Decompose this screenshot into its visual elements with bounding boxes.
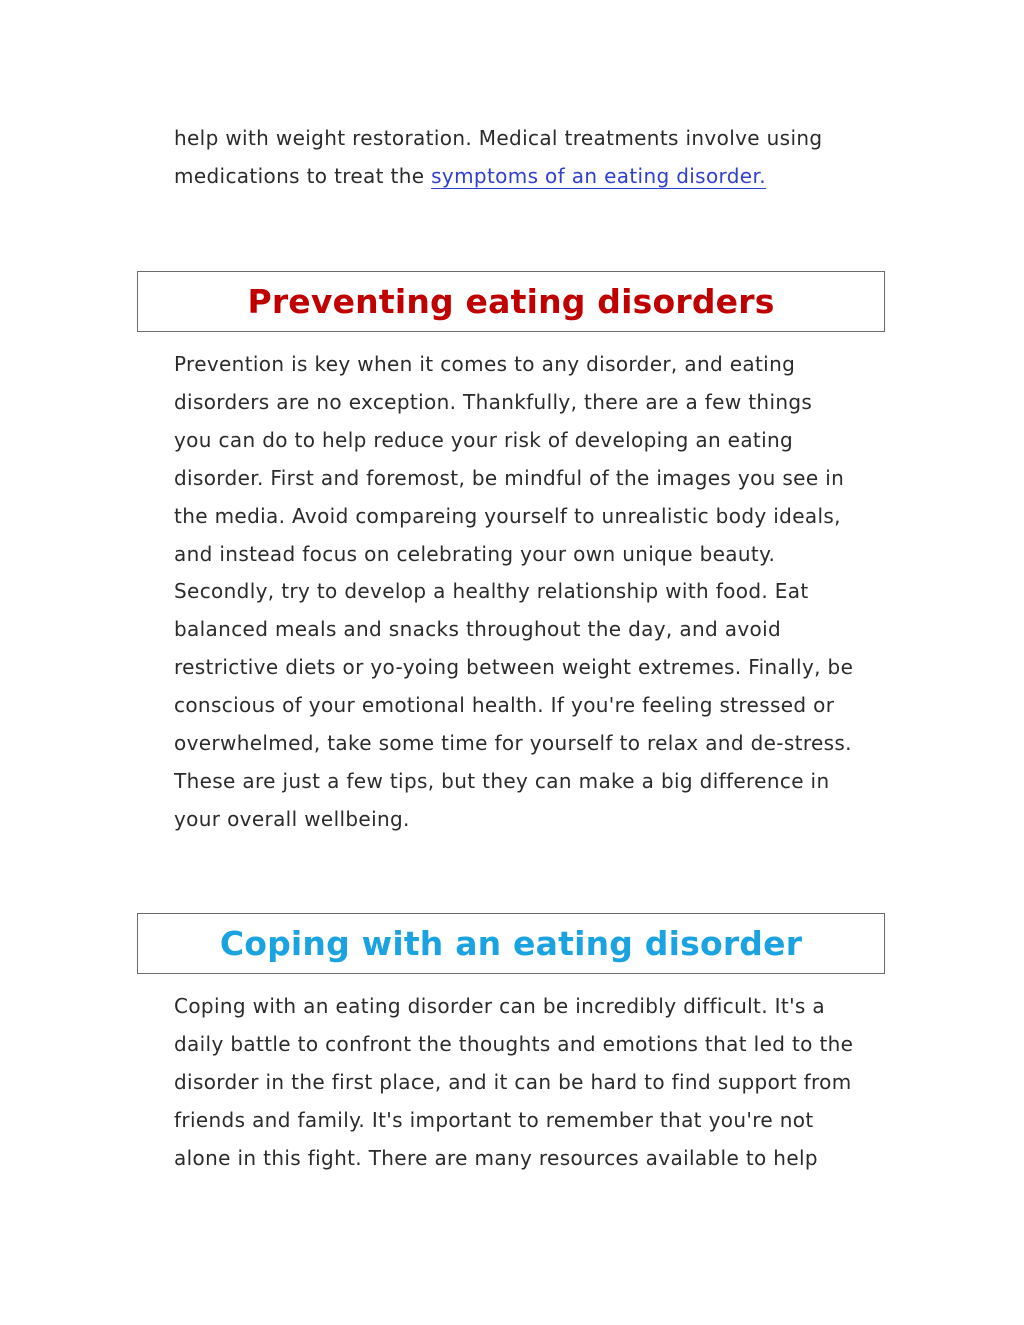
paragraph-line: balanced meals and snacks throughout the day, and avoid <box>174 617 782 642</box>
coping-paragraph <box>174 988 864 1178</box>
paragraph-line: alone in this fight. There are many resources available to help <box>174 1145 818 1170</box>
paragraph-line: you can do to help reduce your risk of developing an eating <box>174 427 794 452</box>
paragraph-line: your overall wellbeing. <box>174 806 410 831</box>
paragraph-line: disorder in the first place, and it can be hard to find support from <box>174 1069 852 1094</box>
paragraph-line: and instead focus on celebrating your own unique beauty. <box>174 541 776 566</box>
coping-heading: Coping with an eating disorder <box>219 924 803 963</box>
paragraph-line-text: medications to treat the <box>174 163 432 188</box>
coping-heading-box <box>137 913 885 974</box>
paragraph-line: the media. Avoid compareing yourself to unrealistic body ideals, <box>174 503 841 528</box>
paragraph-line: Coping with an eating disorder can be incredibly difficult. It's a <box>174 994 826 1018</box>
paragraph-line: help with weight restoration. Medical treatments involve using <box>174 126 823 150</box>
paragraph-line: Secondly, try to develop a healthy relationship with food. Eat <box>174 579 809 604</box>
symptoms-link[interactable]: symptoms of an eating disorder. <box>431 163 766 188</box>
paragraph-line: disorder. First and foremost, be mindful of the images you see in <box>174 465 845 490</box>
preventing-heading-box <box>137 271 885 332</box>
paragraph-line: conscious of your emotional health. If you're feeling stressed or <box>174 693 835 718</box>
paragraph-line: overwhelmed, take some time for yourself to relax and de-stress. <box>174 731 852 756</box>
paragraph-line: daily battle to confront the thoughts and emotions that led to the <box>174 1031 854 1056</box>
preventing-paragraph <box>174 346 864 839</box>
paragraph-line: These are just a few tips, but they can make a big difference in <box>174 768 830 793</box>
paragraph-line: disorders are no exception. Thankfully, there are a few things <box>174 389 813 414</box>
intro-paragraph <box>174 120 864 196</box>
paragraph-line: restrictive diets or yo-yoing between weight extremes. Finally, be <box>174 655 854 680</box>
paragraph-line: friends and family. It's important to remember that you're not <box>174 1107 814 1132</box>
paragraph-line: Prevention is key when it comes to any disorder, and eating <box>174 352 796 376</box>
preventing-heading: Preventing eating disorders <box>247 282 775 321</box>
paragraph-line-with-link <box>174 158 864 196</box>
